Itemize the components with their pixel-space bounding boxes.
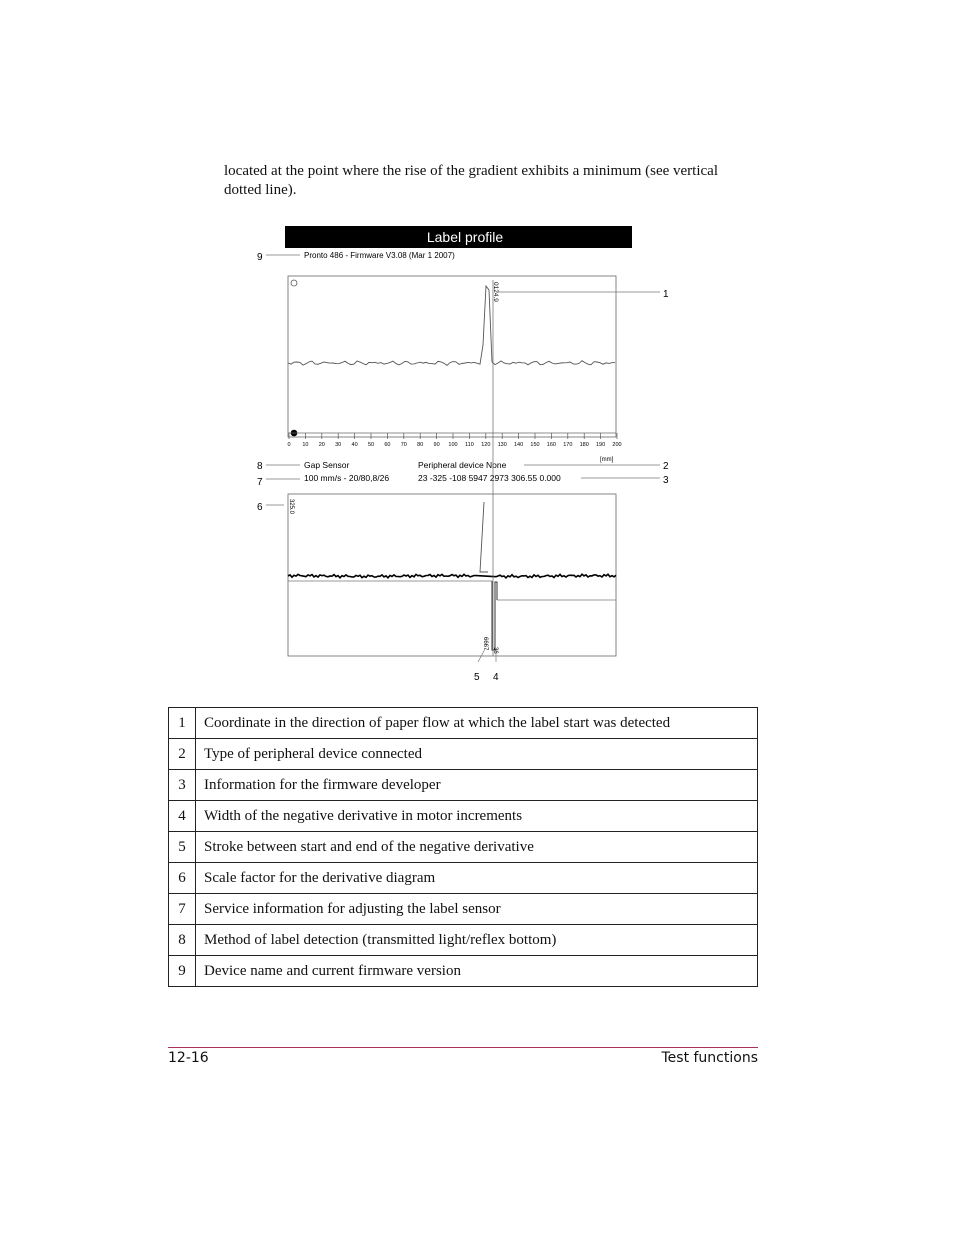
x-tick-label: 180 [579,442,589,448]
x-tick-label: 60 [384,442,391,448]
x-tick-label: 90 [433,442,440,448]
legend-description: Information for the firmware developer [196,770,758,801]
x-tick-label: 110 [465,442,474,448]
x-axis-ticks [287,433,621,448]
legend-number: 6 [169,863,196,894]
legend-number: 5 [169,832,196,863]
x-tick-label: 140 [514,442,524,448]
callout-line-5 [478,649,485,662]
x-tick-label: 0 [287,442,291,448]
peripheral-device: Peripheral device None [418,460,507,470]
legend-description: Scale factor for the derivative diagram [196,863,758,894]
x-tick-label: 200 [612,442,622,448]
profile-curve [288,286,615,365]
x-tick-label: 160 [546,442,556,448]
page-number: 12-16 [168,1050,209,1066]
callout-5: 5 [474,672,480,683]
callout-9: 9 [257,252,263,263]
legend-row [169,708,758,739]
legend-number: 9 [169,956,196,987]
callout-3: 3 [663,475,669,486]
sensor-type: Gap Sensor [304,460,350,470]
width-label: 36 [492,647,498,654]
callout-4: 4 [493,672,499,683]
callout-6: 6 [257,502,263,513]
legend-description: Width of the negative derivative in motor increments [196,801,758,832]
legend-row [169,832,758,863]
legend-table [168,707,758,987]
x-tick-label: 80 [417,442,424,448]
legend-number: 1 [169,708,196,739]
label-profile-figure [254,220,674,686]
x-tick-label: 130 [497,442,507,448]
legend-row [169,925,758,956]
legend-row [169,956,758,987]
x-tick-label: 170 [563,442,573,448]
callout-2: 2 [663,461,669,472]
x-tick-label: 120 [481,442,491,448]
profile-frame [288,276,616,437]
x-tick-label: 100 [448,442,458,448]
legend-description: Service information for adjusting the label sensor [196,894,758,925]
x-tick-label: 10 [302,442,309,448]
x-tick-label: 20 [318,442,325,448]
developer-info: 23 -325 -108 5947 2973 306.55 0.000 [418,473,561,483]
x-tick-label: 50 [367,442,375,448]
x-unit: [mm] [600,457,614,463]
legend-description: Stroke between start and end of the negative derivative [196,832,758,863]
legend-description: Device name and current firmware version [196,956,758,987]
legend-row [169,863,758,894]
x-tick-label: 30 [335,442,342,448]
x-tick-label: 70 [400,442,407,448]
firmware-line: Pronto 486 - Firmware V3.08 (Mar 1 2007) [304,251,455,260]
x-tick-label: 190 [596,442,606,448]
callout-7: 7 [257,477,263,488]
derivative-peak [480,502,488,572]
scale-factor-label: 325.0 [288,499,294,515]
legend-number: 7 [169,894,196,925]
legend-row [169,770,758,801]
figure-title: Label profile [426,229,504,245]
legend-description: Coordinate in the direction of paper flow at which the label start was detected [196,708,758,739]
x-tick-label: 40 [351,442,358,448]
x-tick-label: 150 [530,442,540,448]
legend-number: 8 [169,925,196,956]
intro-paragraph: located at the point where the rise of the gradient exhibits a minimum (see vertical dotted line). [224,163,718,198]
section-title: Test functions [661,1050,758,1066]
legend-description: Method of label detection (transmitted light/reflex bottom) [196,925,758,956]
stroke-label: 6667 [482,637,488,651]
hollow-marker-icon [291,280,297,286]
derivative-curve [288,574,616,578]
legend-number: 3 [169,770,196,801]
legend-number: 2 [169,739,196,770]
callout-8: 8 [257,461,263,472]
legend-description: Type of peripheral device connected [196,739,758,770]
legend-number: 4 [169,801,196,832]
label-profile-svg [254,220,674,686]
callout-1: 1 [663,289,669,300]
service-info: 100 mm/s - 20/80,8/26 [304,473,390,483]
legend-row [169,894,758,925]
coordinate-label: 0124.9 [492,282,499,302]
legend-row [169,801,758,832]
legend-row [169,739,758,770]
footer-rule [168,1047,758,1048]
